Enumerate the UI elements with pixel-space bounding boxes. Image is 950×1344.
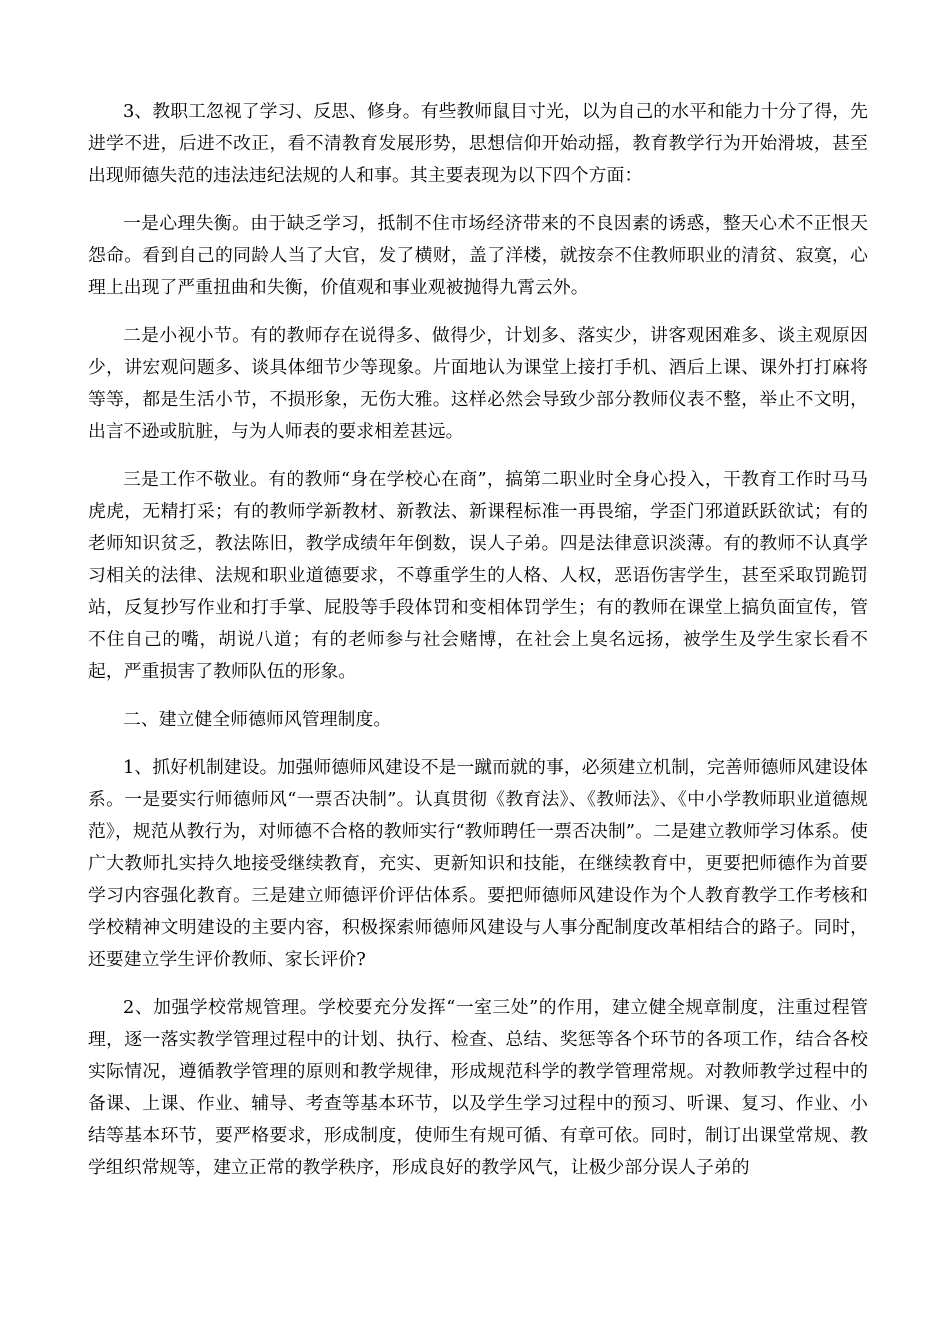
section-heading: 二、建立健全师德师风管理制度。 [123,709,392,730]
paragraph-not-dedicated: 三是工作不敬业。有的教师“身在学校心在商”，搞第二职业时全身心投入，干教育工作时马马虎虎，无精打采；有的教师学新教材、新教法、新课程标准一再畏缩，学歪门邪道跃跃欲试；有的老师知识贫乏，教法陈旧，教学成绩年年倒数，误人子弟。四是法律意识淡薄。有的教师不认真学习相关的法律、法规和职业道德要求，不尊重学生的人格、人权，恶语伤害学生，甚至采取罚跪罚站，反复抄写作业和打手掌、屁股等手段体罚和变相体罚学生；有的教师在课堂上搞负面宣传，管不住自己的嘴，胡说八道；有的老师参与社会赌博，在社会上臭名远扬，被学生及学生家长看不起，严重损害了教师队伍的形象。 [88,469,868,682]
paragraph-mechanism-building: 1、抓好机制建设。加强师德师风建设不是一蹴而就的事，必须建立机制，完善师德师风建设体系。一是要实行师德师风“一票否决制”。认真贯彻《教育法》、《教师法》、《中小学教师职业道德规范》，规范从教行为，对师德不合格的教师实行“教师聘任一票否决制”。二是建立教师学习体系。使广大教师扎实持久地接受继续教育，充实、更新知识和技能，在继续教育中，更要把师德作为首要学习内容强化教育。三是建立师德评价评估体系。要把师德师风建设作为个人教育教学工作考核和学校精神文明建设的主要内容，积极探索师德师风建设与人事分配制度改革相结合的路子。同时，还要建立学生评价教师、家长评价? [88,757,868,970]
document-body [88,96,868,1200]
paragraph-problem-3: 3、教职工忽视了学习、反思、修身。有些教师鼠目寸光，以为自己的水平和能力十分了得，先进学不进，后进不改正，看不清教育发展形势，思想信仰开始动摇，教育教学行为开始滑坡，甚至出现师德失范的违法违纪法规的人和事。其主要表现为以下四个方面： [88,101,868,186]
paragraph-neglect-details: 二是小视小节。有的教师存在说得多、做得少，计划多、落实少，讲客观困难多、谈主观原因少，讲宏观问题多、谈具体细节少等现象。片面地认为课堂上接打手机、酒后上课、课外打打麻将等等，都是生活小节，不损形象，无伤大雅。这样必然会导致少部分教师仪表不整，举止不文明，出言不逊或肮脏，与为人师表的要求相差甚远。 [88,325,868,442]
paragraph-routine-management: 2、加强学校常规管理。学校要充分发挥“一室三处”的作用，建立健全规章制度，注重过程管理，逐一落实教学管理过程中的计划、执行、检查、总结、奖惩等各个环节的各项工作，结合各校实际情况，遵循教学管理的原则和教学规律，形成规范科学的教学管理常规。对教师教学过程中的备课、上课、作业、辅导、考查等基本环节，以及学生学习过程中的预习、听课、复习、作业、小结等基本环节，要严格要求，形成制度，使师生有规可循、有章可依。同时，制订出课堂常规、教学组织常规等，建立正常的教学秩序，形成良好的教学风气，让极少部分误人子弟的 [88,997,868,1178]
paragraph-psychological-imbalance: 一是心理失衡。由于缺乏学习，抵制不住市场经济带来的不良因素的诱惑，整天心术不正恨天怨命。看到自己的同龄人当了大官，发了横财，盖了洋楼，就按奈不住教师职业的清贫、寂寞，心理上出现了严重扭曲和失衡，价值观和事业观被抛得九霄云外。 [88,213,868,298]
